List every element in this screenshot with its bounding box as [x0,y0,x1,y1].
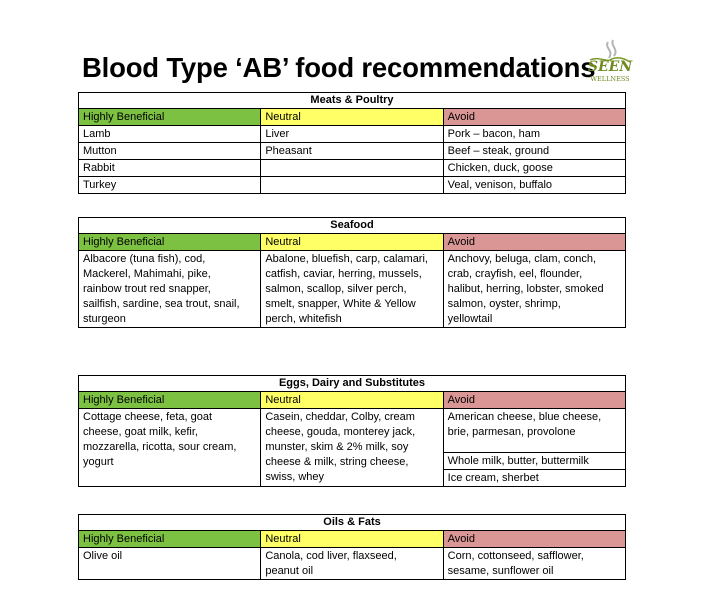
dairy-avoid-cell [443,409,625,487]
cell-line: munster, skim & 2% milk, soy [265,441,409,453]
table-cell [261,177,443,194]
oils-neutral-cell [261,548,443,580]
section-title: Meats & Poultry [79,93,626,109]
cell-line: Casein, cheddar, Colby, cream [265,411,415,423]
svg-text:WELLNESS: WELLNESS [590,75,630,83]
cell-line: sailfish, sardine, sea trout, snail, [83,298,240,310]
table-cell: Pheasant [261,143,443,160]
seafood-avoid-cell [443,251,625,328]
dairy-neutral-cell [261,409,443,487]
cell-line: halibut, herring, lobster, smoked [447,283,604,295]
cell-line: crab, crayfish, eel, flounder, [447,268,583,280]
table-row [79,409,626,487]
table-cell: Liver [261,126,443,143]
cell-line: Mackerel, Mahimahi, pike, [83,268,211,280]
header-neutral: Neutral [261,109,443,126]
table-cell: Rabbit [79,160,261,177]
table-cell: Lamb [79,126,261,143]
header-neutral: Neutral [261,234,443,251]
table-cell: Pork – bacon, ham [443,126,625,143]
cell-line: Anchovy, beluga, clam, conch, [447,253,597,265]
cell-line: Albacore (tuna fish), cod, [83,253,206,265]
dairy-beneficial-cell [79,409,261,487]
table-cell: Veal, venison, buffalo [443,177,625,194]
cell-line: catfish, caviar, herring, mussels, [265,268,422,280]
cell-line: Olive oil [83,550,123,562]
avoid-part: Ice cream, sherbet [447,472,539,484]
cell-line: sturgeon [83,313,126,325]
oils-fats-table [78,514,626,580]
table-cell: Beef – steak, ground [443,143,625,160]
header-avoid: Avoid [443,234,625,251]
seafood-neutral-cell [261,251,443,328]
cell-line: rainbow trout red snapper, [83,283,211,295]
table-row [79,548,626,580]
avoid-part: Whole milk, butter, buttermilk [444,453,625,470]
cell-line: yellowtail [447,313,493,325]
seafood-table [78,217,626,328]
svg-text:SEEN: SEEN [587,59,633,75]
cell-line: salmon, scallop, silver perch, [265,283,407,295]
header-highly-beneficial: Highly Beneficial [79,392,261,409]
table-cell: Chicken, duck, goose [443,160,625,177]
table-cell: Turkey [79,177,261,194]
table-row [79,143,626,160]
header-avoid: Avoid [443,392,625,409]
meats-poultry-table [78,92,626,194]
seen-wellness-logo [580,38,640,90]
section-title: Oils & Fats [79,515,626,531]
seafood-beneficial-cell [79,251,261,328]
cell-line: yogurt [83,456,114,468]
header-neutral: Neutral [261,392,443,409]
cell-line: smelt, snapper, White & Yellow [265,298,416,310]
table-cell: Mutton [79,143,261,160]
oils-avoid-cell [443,548,625,580]
header-highly-beneficial: Highly Beneficial [79,234,261,251]
cell-line: American cheese, blue cheese, [447,411,602,423]
cell-line: mozzarella, ricotta, sour cream, [83,441,237,453]
cell-line: peanut oil [265,565,314,577]
header-highly-beneficial: Highly Beneficial [79,109,261,126]
cell-line: cheese & milk, string cheese, [265,456,409,468]
page-title: Blood Type ‘AB’ food recommendations [82,52,596,83]
dairy-table [78,375,626,487]
cell-line: Abalone, bluefish, carp, calamari, [265,253,428,265]
table-row [79,126,626,143]
cell-line: cheese, gouda, monterey jack, [265,426,416,438]
header-highly-beneficial: Highly Beneficial [79,531,261,548]
table-row [79,177,626,194]
cell-line: Corn, cottonseed, safflower, [447,550,584,562]
cell-line: swiss, whey [265,471,325,483]
cell-line: sesame, sunflower oil [447,565,554,577]
table-row [79,160,626,177]
table-row [79,251,626,328]
cell-line: perch, whitefish [265,313,342,325]
section-title: Seafood [79,218,626,234]
header-avoid: Avoid [443,531,625,548]
cell-line: cheese, goat milk, kefir, [83,426,198,438]
avoid-part [444,409,625,453]
cell-line: Cottage cheese, feta, goat [83,411,213,423]
cell-line: brie, parmesan, provolone [447,426,576,438]
header-neutral: Neutral [261,531,443,548]
header-avoid: Avoid [443,109,625,126]
cell-line: Canola, cod liver, flaxseed, [265,550,397,562]
section-title: Eggs, Dairy and Substitutes [79,376,626,392]
cell-line: salmon, oyster, shrimp, [447,298,561,310]
oils-beneficial-cell [79,548,261,580]
table-cell [261,160,443,177]
